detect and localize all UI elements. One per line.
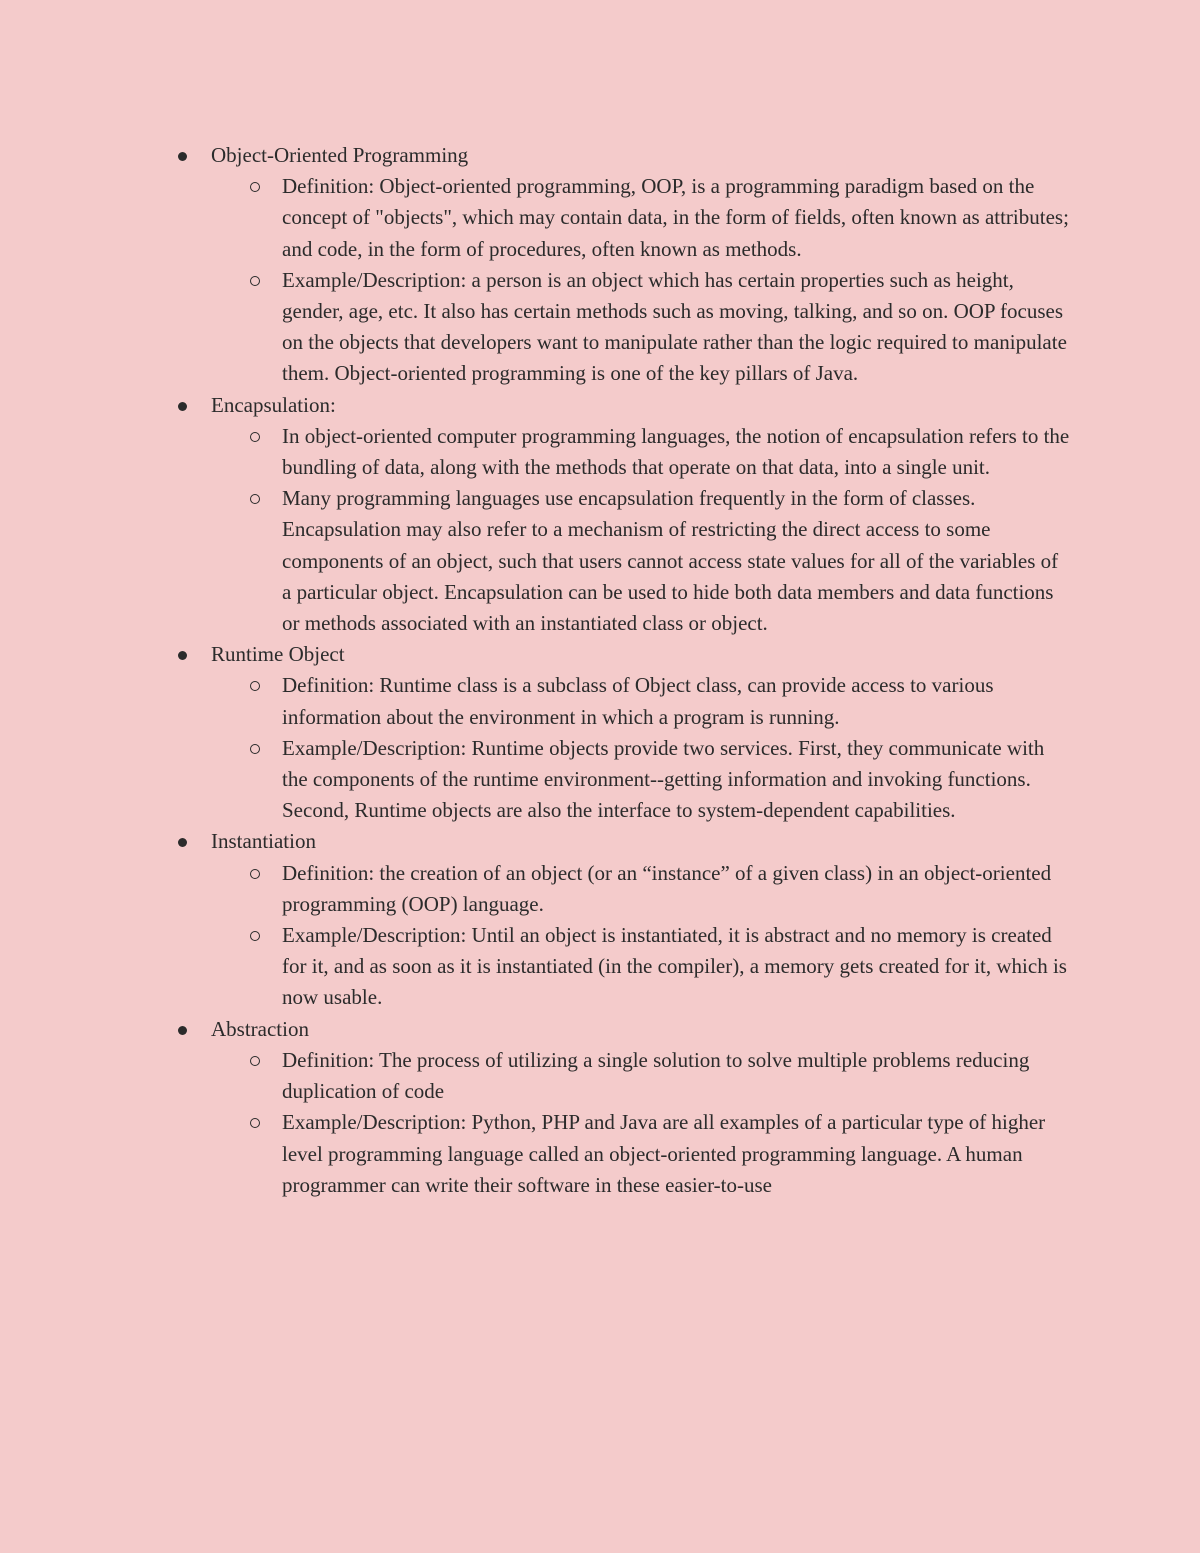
point-item bbox=[282, 483, 1071, 639]
hollow-bullet-icon bbox=[250, 182, 260, 192]
hollow-bullet-icon bbox=[250, 432, 260, 442]
topic-points bbox=[211, 1045, 1071, 1201]
hollow-bullet-icon bbox=[250, 681, 260, 691]
point-item bbox=[282, 670, 1071, 732]
point-item bbox=[282, 858, 1071, 920]
filled-bullet-icon bbox=[178, 1026, 187, 1035]
point-text: In object-oriented computer programming languages, the notion of encapsulation refers to the bundling of data, along with the methods that operate on that data, into a single unit. bbox=[282, 423, 1070, 480]
point-text: Many programming languages use encapsulation frequently in the form of classes. Encapsulation may also refer to a mechanism of restricting the direct access to some components of an object, such that users cannot access state values for all of the variables of a particular object. Encapsulation can be used to hide both data members and data functions or methods associated with an instantiated class or object. bbox=[282, 486, 1059, 636]
point-item bbox=[282, 1107, 1071, 1201]
point-item bbox=[282, 171, 1071, 265]
point-text: Example/Description: Python, PHP and Java are all examples of a particular type of higher level programming language called an object-oriented programming language. A human programmer can write their software in these easier-to-use bbox=[282, 1110, 1046, 1197]
topic-title: Encapsulation: bbox=[211, 392, 336, 417]
topic-item bbox=[211, 140, 1071, 390]
point-text: Definition: Runtime class is a subclass of Object class, can provide access to various information about the environment in which a program is running. bbox=[282, 673, 994, 729]
point-text: Definition: Object-oriented programming, OOP, is a programming paradigm based on the concept of "objects", which may contain data, in the form of fields, often known as attributes; and code, in the form of procedures, often known as methods. bbox=[282, 174, 1069, 261]
outline-list bbox=[211, 140, 1071, 1201]
point-text: Example/Description: Runtime objects provide two services. First, they communicate with the components of the runtime environment--getting information and invoking functions. Second, Runtime objects are also the interface to system-dependent capabilities. bbox=[282, 735, 1045, 823]
topic-item bbox=[211, 1014, 1071, 1201]
topic-points bbox=[211, 670, 1071, 826]
hollow-bullet-icon bbox=[250, 1118, 260, 1128]
topic-item bbox=[211, 390, 1071, 640]
hollow-bullet-icon bbox=[250, 1056, 260, 1066]
hollow-bullet-icon bbox=[250, 931, 260, 941]
topic-item bbox=[211, 826, 1071, 1013]
topic-title: Object-Oriented Programming bbox=[211, 143, 469, 167]
topic-title: Abstraction bbox=[211, 1016, 309, 1041]
topic-title: Instantiation bbox=[211, 829, 316, 854]
point-text: Example/Description: a person is an object which has certain properties such as height, gender, age, etc. It also has certain methods such as moving, talking, and so on. OOP focuses on the objects that developers want to manipulate rather than the logic required to manipulate them. Object-oriented programming is one of the key pillars of Java. bbox=[282, 267, 1067, 386]
filled-bullet-icon bbox=[178, 838, 187, 847]
topic-points bbox=[211, 421, 1071, 639]
hollow-bullet-icon bbox=[250, 276, 260, 286]
point-item bbox=[282, 733, 1071, 827]
hollow-bullet-icon bbox=[250, 869, 260, 879]
point-text: Definition: the creation of an object (or an “instance” of a given class) in an object-oriented programming (OOP) language. bbox=[282, 860, 1052, 916]
point-item bbox=[282, 265, 1071, 390]
point-item bbox=[282, 421, 1071, 483]
hollow-bullet-icon bbox=[250, 744, 260, 754]
point-text: Definition: The process of utilizing a single solution to solve multiple problems reducing duplication of code bbox=[282, 1047, 1030, 1104]
topic-points bbox=[211, 858, 1071, 1014]
topic-item bbox=[211, 639, 1071, 826]
point-item bbox=[282, 1045, 1071, 1107]
point-text: Example/Description: Until an object is instantiated, it is abstract and no memory is created for it, and as soon as it is instantiated (in the compiler), a memory gets created for it, which is now usable. bbox=[282, 923, 1067, 1010]
filled-bullet-icon bbox=[178, 402, 187, 411]
filled-bullet-icon bbox=[178, 152, 187, 161]
filled-bullet-icon bbox=[178, 651, 187, 660]
topic-points bbox=[211, 171, 1071, 389]
topic-title: Runtime Object bbox=[211, 642, 345, 667]
point-item bbox=[282, 920, 1071, 1014]
hollow-bullet-icon bbox=[250, 494, 260, 504]
